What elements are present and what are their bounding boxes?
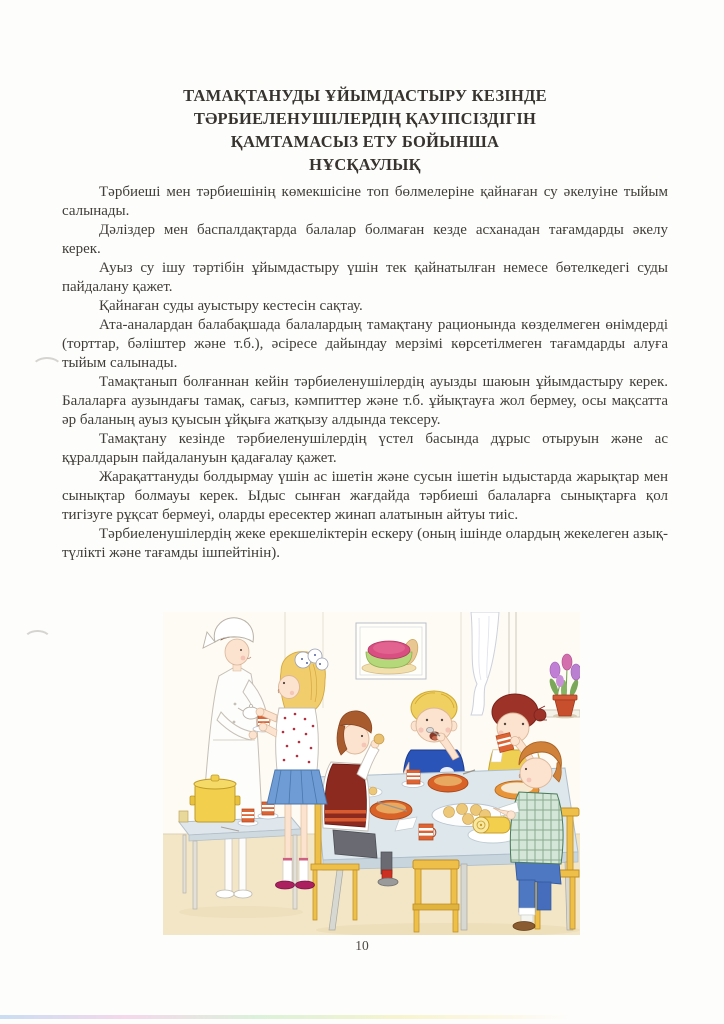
paragraph: Қайнаған суды ауыстыру кестесін сақтау. bbox=[99, 298, 363, 314]
paragraph: Дәліздер мен баспалдақтарда балалар болмаған кезде асханадан тағамдарды әкелу керек. bbox=[62, 222, 668, 257]
title-line: ТАМАҚТАНУДЫ ҰЙЫМДАСТЫРУ КЕЗІНДЕ bbox=[183, 86, 547, 105]
paragraph: Жарақаттануды болдырмау үшін ас ішетін және сусын ішетін ыдыстарда жарықтар мен сынықтар болмауы керек. Ыдыс сынған жағдайда тәрбиеші балаларға сынықтарға қол тигізуге рұқсат бермеуі, оларды ересектер жинап алатынын айтуы тиіс. bbox=[62, 469, 668, 523]
water-boiler-pot bbox=[190, 775, 240, 822]
paragraph: Ауыз су ішу тәртібін ұйымдастыру үшін тек қайнатылған немесе бөтелкедегі суды пайдалану қажет. bbox=[62, 260, 668, 295]
hole-punch-mark bbox=[23, 630, 52, 651]
hole-punch-mark bbox=[31, 357, 63, 381]
paragraph: Ата-аналардан балабақшада балалардың тамақтану рационында көзделмеген өнімдерді (торттар, бәліштер және т.б.), әсіресе дайындау мерзімі көрсетілмеген тағамдарды алуға тыйым салынады. bbox=[62, 317, 668, 371]
illustration bbox=[163, 612, 580, 935]
title-line: НҰСҚАУЛЫҚ bbox=[309, 155, 421, 174]
title-line: ҚАМТАМАСЫЗ ЕТУ БОЙЫНША bbox=[230, 132, 500, 151]
title-line: ТӘРБИЕЛЕНУШІЛЕРДІҢ ҚАУІПСІЗДІГІН bbox=[193, 109, 537, 128]
paragraph: Тәрбиеші мен тәрбиешінің көмекшісіне топ бөлмелеріне қайнаған су әкелуіне тыйым салынады. bbox=[62, 184, 668, 219]
paragraph: Тамақтанып болғаннан кейін тәрбиеленушілердің ауызды шаюын ұйымдастыру керек. Балаларға аузындағы тамақ, сағыз, кәмпиттер және т.б. ұйықтауға жол бермеу, осы мақсатта әр баланың ауыз қуысын ұйқыға жатқызу алдында тексеру. bbox=[62, 374, 668, 428]
page-title bbox=[62, 84, 668, 176]
page-number: 10 bbox=[355, 938, 369, 953]
document-content bbox=[62, 84, 668, 563]
wall-picture bbox=[356, 623, 426, 679]
paragraph: Тәрбиеленушілердің жеке ерекшеліктерін ескеру (оның ішінде олардың жекелеген азық-түлікті және тағамды ішпейтінін). bbox=[62, 526, 668, 561]
scan-edge-artifact bbox=[0, 1015, 572, 1019]
paragraph: Тамақтану кезінде тәрбиеленушілердің үстел басында дұрыс отыруын және ас құралдарын пайдалануын қадағалау қажет. bbox=[62, 431, 668, 466]
